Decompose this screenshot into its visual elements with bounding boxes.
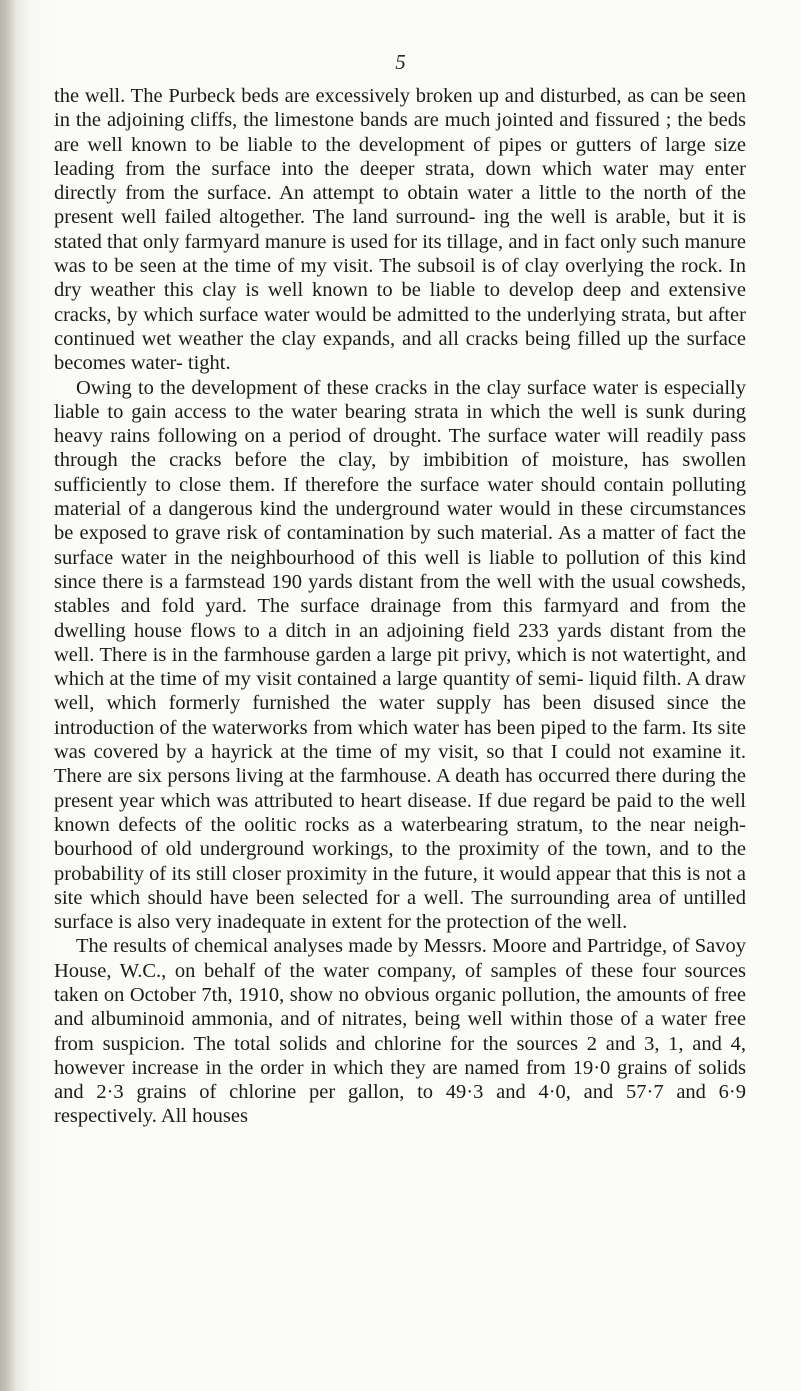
paragraph-1: the well. The Purbeck beds are excessively broken up and disturbed, as can be seen in the adjoining cliffs, the limestone bands are much jointed and fissured ; the beds are well known to be liable to the development of pipes or gutters of large size leading from the surface into the deeper strata, down which water may enter directly from the surface. An attempt to obtain water a little to the north of the present well failed altogether. The land surround- ing the well is arable, but it is stated that only farmyard manure is used for its tillage, and in fact only such manure was to be seen at the time of my visit. The subsoil is of clay overlying the rock. In dry weather this clay is well known to be liable to develop deep and extensive cracks, by which surface water would be admitted to the underlying strata, but after continued wet weather the clay expands, and all cracks being filled up the surface becomes water- tight. [54,85,746,375]
paragraph-2: Owing to the development of these cracks in the clay surface water is especially liable to gain access to the water bearing strata in which the well is sunk during heavy rains following on a period of drought. The surface water will readily pass through the cracks before the clay, by imbibition of moisture, has swollen sufficiently to close them. If therefore the surface water should contain polluting material of a dangerous kind the underground water would in these circumstances be exposed to grave risk of contamination by such material. As a matter of fact the surface water in the neighbourhood of this well is liable to pollution of this kind since there is a farmstead 190 yards distant from the well with the usual cowsheds, stables and fold yard. The surface drainage from this farmyard and from the dwelling house flows to a ditch in an adjoining field 233 yards distant from the well. There is in the farmhouse garden a large pit privy, which is not watertight, and which at the time of my visit contained a large quantity of semi- liquid filth. A draw well, which formerly furnished the water supply has been disused since the introduction of the waterworks from which water has been piped to the farm. Its site was covered by a hayrick at the time of my visit, so that I could not examine it. There are six persons living at the farmhouse. A death has occurred there during the present year which was attributed to heart disease. If due regard be paid to the well known defects of the oolitic rocks as a waterbearing stratum, to the near neigh- bourhood of old underground workings, to the proximity of the town, and to the probability of its still closer proximity in the future, it would appear that this is not a site which should have been selected for a well. The surrounding area of untilled surface is also very inadequate in extent for the protection of the well. [54,376,746,934]
binding-gutter-shadow [0,0,16,1391]
body-text [54,84,746,1129]
page-number: 5 [395,50,406,74]
paragraph-3: The results of chemical analyses made by Messrs. Moore and Partridge, of Savoy House, W.C., on behalf of the water company, of samples of these four sources taken on October 7th, 1910, show no obvious organic pollution, the amounts of free and albuminoid ammonia, and of nitrates, being well within those of a water free from suspicion. The total solids and chlorine for the sources 2 and 3, 1, and 4, however increase in the order in which they are named from 19·0 grains of solids and 2·3 grains of chlorine per gallon, to 49·3 and 4·0, and 57·7 and 6·9 respectively. All houses [54,935,746,1128]
